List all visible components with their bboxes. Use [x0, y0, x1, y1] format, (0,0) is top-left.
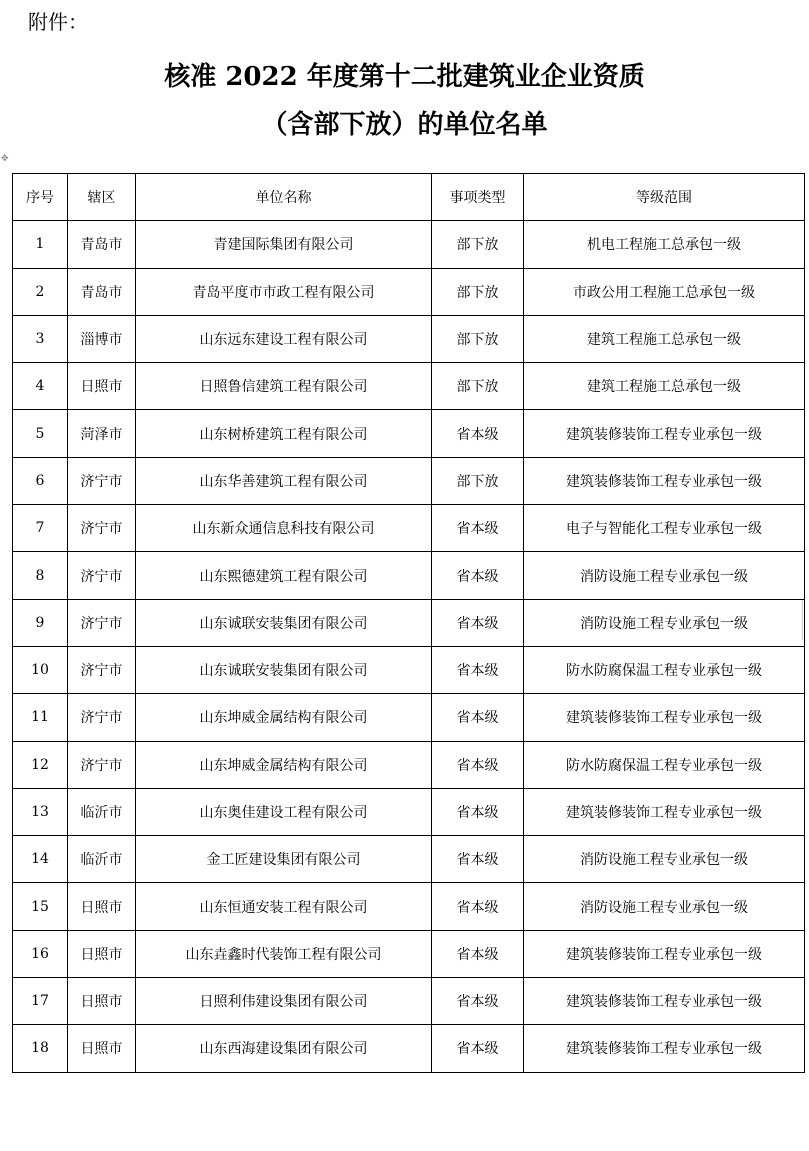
cell-unit-name: 山东诚联安装集团有限公司 — [136, 599, 432, 646]
table-row — [13, 883, 805, 930]
cell-item-type: 部下放 — [432, 268, 524, 315]
cell-item-type: 省本级 — [432, 930, 524, 977]
cell-index: 3 — [13, 315, 68, 362]
cell-district: 济宁市 — [68, 646, 136, 693]
cell-district: 临沂市 — [68, 836, 136, 883]
table-row — [13, 1025, 805, 1072]
cell-unit-name: 山东恒通安装工程有限公司 — [136, 883, 432, 930]
cell-grade-scope: 建筑装修装饰工程专业承包一级 — [524, 410, 805, 457]
table-row — [13, 363, 805, 410]
cell-grade-scope: 建筑工程施工总承包一级 — [524, 315, 805, 362]
table-row — [13, 741, 805, 788]
header-unit-name: 单位名称 — [136, 174, 432, 221]
cell-district: 青岛市 — [68, 221, 136, 268]
header-item-type: 事项类型 — [432, 174, 524, 221]
header-grade-scope: 等级范围 — [524, 174, 805, 221]
cell-index: 8 — [13, 552, 68, 599]
cell-district: 临沂市 — [68, 788, 136, 835]
page-edge-marker — [802, 600, 809, 640]
cell-item-type: 省本级 — [432, 505, 524, 552]
table-row — [13, 788, 805, 835]
table-row — [13, 221, 805, 268]
cell-grade-scope: 建筑装修装饰工程专业承包一级 — [524, 930, 805, 977]
cell-item-type: 部下放 — [432, 221, 524, 268]
table-row — [13, 268, 805, 315]
cell-index: 2 — [13, 268, 68, 315]
cell-item-type: 省本级 — [432, 978, 524, 1025]
cell-grade-scope: 建筑装修装饰工程专业承包一级 — [524, 694, 805, 741]
cell-grade-scope: 防水防腐保温工程专业承包一级 — [524, 646, 805, 693]
cell-district: 济宁市 — [68, 505, 136, 552]
table-row — [13, 836, 805, 883]
cell-district: 日照市 — [68, 930, 136, 977]
header-district: 辖区 — [68, 174, 136, 221]
cell-district: 青岛市 — [68, 268, 136, 315]
table-row — [13, 505, 805, 552]
table-row — [13, 646, 805, 693]
cell-grade-scope: 市政公用工程施工总承包一级 — [524, 268, 805, 315]
cell-unit-name: 山东坤威金属结构有限公司 — [136, 741, 432, 788]
cell-district: 济宁市 — [68, 694, 136, 741]
cell-grade-scope: 消防设施工程专业承包一级 — [524, 599, 805, 646]
cell-district: 日照市 — [68, 363, 136, 410]
cell-grade-scope: 建筑装修装饰工程专业承包一级 — [524, 457, 805, 504]
cell-item-type: 省本级 — [432, 694, 524, 741]
cell-unit-name: 山东诚联安装集团有限公司 — [136, 646, 432, 693]
cell-district: 济宁市 — [68, 741, 136, 788]
cell-unit-name: 山东远东建设工程有限公司 — [136, 315, 432, 362]
approved-units-table — [12, 173, 805, 1073]
cell-item-type: 省本级 — [432, 836, 524, 883]
cell-index: 10 — [13, 646, 68, 693]
table-row — [13, 930, 805, 977]
cell-unit-name: 日照利伟建设集团有限公司 — [136, 978, 432, 1025]
cell-index: 12 — [13, 741, 68, 788]
cell-district: 济宁市 — [68, 457, 136, 504]
cell-index: 5 — [13, 410, 68, 457]
attachment-label: 附件： — [28, 10, 88, 34]
table-row — [13, 552, 805, 599]
cell-index: 9 — [13, 599, 68, 646]
cell-unit-name: 山东树桥建筑工程有限公司 — [136, 410, 432, 457]
cell-index: 11 — [13, 694, 68, 741]
table-row — [13, 694, 805, 741]
cell-item-type: 省本级 — [432, 1025, 524, 1072]
cell-grade-scope: 消防设施工程专业承包一级 — [524, 552, 805, 599]
cell-grade-scope: 建筑装修装饰工程专业承包一级 — [524, 1025, 805, 1072]
cell-unit-name: 金工匠建设集团有限公司 — [136, 836, 432, 883]
table-row — [13, 599, 805, 646]
cell-district: 日照市 — [68, 883, 136, 930]
cell-index: 14 — [13, 836, 68, 883]
cell-item-type: 省本级 — [432, 552, 524, 599]
cell-unit-name: 山东华善建筑工程有限公司 — [136, 457, 432, 504]
document-title-line-2: （含部下放）的单位名单 — [261, 110, 548, 140]
table-move-handle-icon[interactable]: ✥ — [1, 154, 9, 164]
cell-index: 1 — [13, 221, 68, 268]
cell-item-type: 省本级 — [432, 599, 524, 646]
cell-index: 15 — [13, 883, 68, 930]
cell-grade-scope: 电子与智能化工程专业承包一级 — [524, 505, 805, 552]
cell-district: 菏泽市 — [68, 410, 136, 457]
cell-district: 日照市 — [68, 1025, 136, 1072]
cell-grade-scope: 建筑装修装饰工程专业承包一级 — [524, 788, 805, 835]
cell-item-type: 省本级 — [432, 788, 524, 835]
cell-district: 济宁市 — [68, 552, 136, 599]
cell-district: 济宁市 — [68, 599, 136, 646]
cell-index: 7 — [13, 505, 68, 552]
table-row — [13, 315, 805, 362]
cell-unit-name: 青岛平度市市政工程有限公司 — [136, 268, 432, 315]
cell-grade-scope: 消防设施工程专业承包一级 — [524, 836, 805, 883]
cell-index: 4 — [13, 363, 68, 410]
cell-unit-name: 山东奥佳建设工程有限公司 — [136, 788, 432, 835]
cell-unit-name: 山东垚鑫时代装饰工程有限公司 — [136, 930, 432, 977]
cell-district: 日照市 — [68, 978, 136, 1025]
cell-index: 13 — [13, 788, 68, 835]
cell-index: 17 — [13, 978, 68, 1025]
table-header-row — [13, 174, 805, 221]
cell-unit-name: 山东坤威金属结构有限公司 — [136, 694, 432, 741]
cell-grade-scope: 建筑装修装饰工程专业承包一级 — [524, 978, 805, 1025]
cell-grade-scope: 防水防腐保温工程专业承包一级 — [524, 741, 805, 788]
cell-item-type: 省本级 — [432, 646, 524, 693]
header-index: 序号 — [13, 174, 68, 221]
cell-unit-name: 山东新众通信息科技有限公司 — [136, 505, 432, 552]
cell-index: 18 — [13, 1025, 68, 1072]
cell-unit-name: 日照鲁信建筑工程有限公司 — [136, 363, 432, 410]
cell-grade-scope: 消防设施工程专业承包一级 — [524, 883, 805, 930]
cell-item-type: 部下放 — [432, 315, 524, 362]
cell-grade-scope: 建筑工程施工总承包一级 — [524, 363, 805, 410]
cell-item-type: 省本级 — [432, 741, 524, 788]
cell-index: 16 — [13, 930, 68, 977]
cell-unit-name: 山东西海建设集团有限公司 — [136, 1025, 432, 1072]
cell-item-type: 部下放 — [432, 363, 524, 410]
cell-unit-name: 青建国际集团有限公司 — [136, 221, 432, 268]
cell-item-type: 部下放 — [432, 457, 524, 504]
cell-item-type: 省本级 — [432, 410, 524, 457]
cell-unit-name: 山东熙德建筑工程有限公司 — [136, 552, 432, 599]
table-row — [13, 978, 805, 1025]
table-row — [13, 457, 805, 504]
cell-grade-scope: 机电工程施工总承包一级 — [524, 221, 805, 268]
cell-item-type: 省本级 — [432, 883, 524, 930]
cell-district: 淄博市 — [68, 315, 136, 362]
document-title-line-1: 核准 2022 年度第十二批建筑业企业资质 — [164, 62, 645, 92]
table-row — [13, 410, 805, 457]
cell-index: 6 — [13, 457, 68, 504]
